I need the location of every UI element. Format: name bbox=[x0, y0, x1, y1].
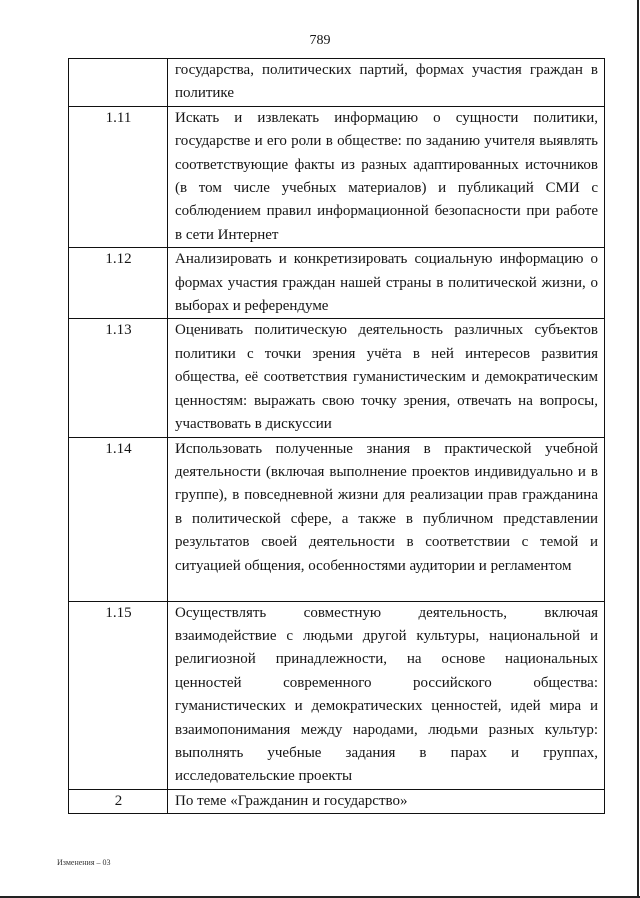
row-number bbox=[69, 59, 168, 107]
table-row bbox=[69, 319, 605, 437]
row-number: 1.11 bbox=[69, 106, 168, 247]
row-number: 1.12 bbox=[69, 248, 168, 319]
row-text: Оценивать политическую деятельность различных субъектов политики с точки зрения учёта в ней интересов развития общества, её соответствия гуманистическим и демократическим ценностям: выражать свою точку зрения, отвечать на вопросы, участвовать в дискуссии bbox=[168, 319, 605, 437]
row-text: Анализировать и конкретизировать социальную информацию о формах участия граждан нашей страны в политической жизни, о выборах и референдуме bbox=[168, 248, 605, 319]
row-number: 1.15 bbox=[69, 601, 168, 789]
table-row bbox=[69, 106, 605, 247]
row-number: 2 bbox=[69, 789, 168, 813]
content-table bbox=[68, 58, 605, 814]
scan-edge-right bbox=[637, 0, 639, 898]
row-text: Осуществлять совместную деятельность, включая взаимодействие с людьми другой культуры, национальной и религиозной принадлежности, на основе национальных ценностей современного российского общества: гуманистических и демократических ценностей, идей мира и взаимопонимания между народами, людьми разных культур: выполнять учебные задания в парах и группах, исследовательские проекты bbox=[168, 601, 605, 789]
row-text: Искать и извлекать информацию о сущности политики, государстве и его роли в обществе: по заданию учителя выявлять соответствующие факты из разных адаптированных источников (в том числе учебных материалов) и публикаций СМИ с соблюдением правил информационной безопасности при работе в сети Интернет bbox=[168, 106, 605, 247]
row-number: 1.14 bbox=[69, 437, 168, 601]
table-row bbox=[69, 437, 605, 601]
row-text: Использовать полученные знания в практической учебной деятельности (включая выполнение проектов индивидуально и в группе), в повседневной жизни для реализации прав гражданина в политической сфере, а также в публичном представлении результатов своей деятельности в соответствии с темой и ситуацией общения, особенностями аудитории и регламентом bbox=[168, 437, 605, 601]
table-row bbox=[69, 789, 605, 813]
table-row bbox=[69, 601, 605, 789]
table-row bbox=[69, 248, 605, 319]
row-number: 1.13 bbox=[69, 319, 168, 437]
row-text: государства, политических партий, формах участия граждан в политике bbox=[168, 59, 605, 107]
page-number: 789 bbox=[309, 33, 331, 48]
page-footer: Изменения – 03 bbox=[57, 858, 111, 867]
table-row bbox=[69, 59, 605, 107]
row-text: По теме «Гражданин и государство» bbox=[168, 789, 605, 813]
